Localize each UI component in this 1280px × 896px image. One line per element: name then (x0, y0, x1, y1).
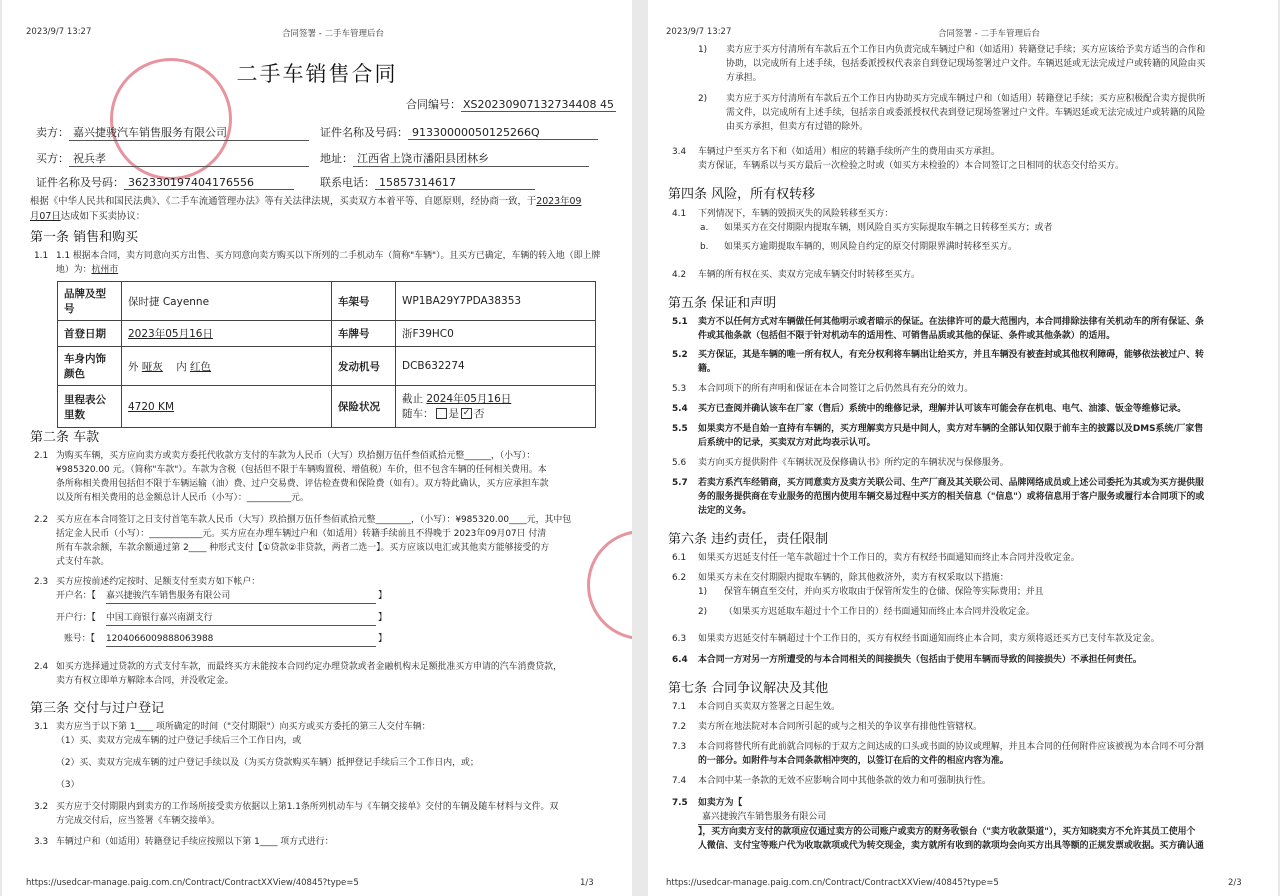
yes-checkbox[interactable] (436, 408, 447, 419)
table-row (58, 386, 596, 428)
item-line: 需文件，以完成所有上述手续，包括亲自或委派授权代表到登记现场签署过户文件。车辆迟延或无法完成过户或转籍的风险 (726, 108, 1206, 118)
clause-line: 】，买方向卖方支付的款项应仅通过卖方的公司账户或卖方的财务收银台（"卖方收款渠道"），买方知晓卖方不允许其员工使用个 (698, 827, 1196, 837)
intro-date-a: 2023年09 (536, 196, 582, 207)
clause-number: 5.2 (672, 350, 688, 360)
clause-line: 买方应按前述约定按时、足额支付至卖方如下帐户： (56, 577, 261, 587)
color-label: 车身内饰颜色 (58, 347, 122, 386)
clause-line: 式支付车款。 (56, 557, 110, 567)
clause-number: 7.2 (672, 722, 687, 732)
clause-line: 卖方所在地法院对本合同所引起的或与之相关的争议享有排他性管辖权。 (698, 722, 982, 732)
clause-number: 3.1 (34, 722, 49, 732)
seller-cert-label: 证件名称及号码： (320, 126, 408, 139)
clause-number: 2.1 (34, 451, 49, 461)
clause-body (56, 449, 604, 505)
clause-line: 人微信、支付宝等账户代为收取款项或代为转交现金，卖方就所有收到的款项均会向买方出具等额的正规发票或收据。买方确认通 (698, 841, 1204, 851)
footer-url: https://usedcar-manage.paig.com.cn/Contract/ContractXXView/40845?type=5 (666, 878, 999, 888)
seller-row (36, 124, 309, 141)
account-number-row (64, 632, 396, 646)
clause-body (56, 720, 604, 792)
clause-line: 买方应在本合同签订之日支付首笔车款人民币（大写）玖拾捌万伍仟叁佰贰拾元整________，（小写）：¥985320.00____元，其中包 (56, 515, 572, 525)
article-6-heading: 第六条 违约责任，责任限制 (668, 532, 829, 547)
clause-body (698, 422, 1258, 450)
clause-number: 7.5 (672, 798, 688, 808)
item-number: 2) (698, 94, 708, 104)
clause-line: 如果买方迟延支付任一笔车款超过十个工作日的，卖方有权经书面通知而终止本合同并没收定金。 (698, 553, 1080, 563)
brand-model-label: 品牌及型号 (58, 282, 122, 321)
seller-label: 卖方： (36, 126, 69, 139)
clause-number: 3.3 (34, 837, 49, 847)
clause-line: 若卖方系汽车经销商，买方同意卖方及卖方关联公司、生产厂商及其关联公司、品牌网络成员或上述公司委托为其或为买方提供服 (698, 478, 1204, 488)
footer-url: https://usedcar-manage.paig.com.cn/Contract/ContractXXView/40845?type=5 (26, 878, 359, 888)
plate-value: 浙F39HC0 (396, 321, 596, 347)
clause-line: 本合同自买卖双方签署之日起生效。 (698, 702, 840, 712)
clause-line: 本合同将替代所有此前就合同标的于双方之间达成的口头或书面的协议或理解，并且本合同的任何附件应该被视为本合同不可分割 (698, 742, 1204, 752)
interior-color: 红色 (190, 360, 212, 373)
print-header-title: 合同签署 - 二手车管理后台 (938, 29, 1040, 39)
clause-line: 车辆过户和（如适用）转籍登记手续应按照以下第 1____ 项方式进行： (56, 837, 334, 847)
with-car-label: 随车： (402, 407, 434, 420)
seller-company-name: 嘉兴捷骏汽车销售服务有限公司 (698, 810, 958, 825)
buyer-phone-row (320, 174, 535, 190)
color-cell (122, 347, 332, 386)
clause-body (698, 740, 1258, 768)
article-2-heading: 第二条 车款 (30, 430, 100, 445)
article-7-heading: 第七条 合同争议解决及其他 (668, 681, 829, 696)
phone-label: 联系电话： (320, 176, 375, 189)
clause-text: 1.1 根据本合同，卖方同意向买方出售、买方同意向卖方购买以下所列的二手机动车（简称"车辆"）。且买方已确定，车辆的转入地（即上牌地）为： (56, 251, 601, 275)
option-3: （3） (56, 780, 80, 790)
sub-item-line: 如果买方在交付期限内提取车辆，则风险自买方实际提取车辆之日转移至买方；或者 (724, 223, 1053, 233)
article-5-heading: 第五条 保证和声明 (668, 296, 777, 311)
buyer-name: 祝兵孝 (69, 150, 309, 167)
clause-line: 下列情况下，车辆的毁损灭失的风险转移至买方： (698, 209, 894, 219)
sub-item-number: 2) (698, 607, 708, 617)
contract-page-1 (2, 0, 632, 896)
item-body (726, 92, 1256, 134)
engine-no-label: 发动机号 (332, 347, 396, 386)
clause-number: 2.4 (34, 662, 49, 672)
seller-name: 嘉兴捷骏汽车销售服务有限公司 (69, 124, 309, 141)
clause-line: 买方应于交付期限内到卖方的工作场所接受卖方依据以上第1.1条所列机动车与《车辆交接单》交付的车辆及随车材料与文件。双 (56, 802, 559, 812)
clause-number: 5.1 (672, 317, 688, 327)
clause-line: 法定的义务。 (698, 506, 752, 516)
engine-no-value: DCB632274 (396, 347, 596, 386)
item-line: 协助，以完成所有上述手续，包括委派授权代表亲自到登记现场签署过户文件。车辆迟延或无法完成过户或转籍的风险由买 (726, 59, 1206, 69)
seller-cert-row (320, 124, 598, 140)
clause-line: 以及所有相关费用的总金额总计人民币（小写）：__________元。 (56, 493, 309, 503)
buyer-address-row (320, 150, 589, 167)
sub-item-line: （如果买方迟延取车超过十个工作日的）经书面通知而终止本合同并没收定金。 (724, 607, 1035, 617)
clause-line: 件或其他条款（包括但不限于针对机动车的适用性、可销售品质或其他的保证、条件或其他条款）的适用。 (698, 331, 1116, 341)
no-checkbox-checked[interactable]: ✓ (462, 408, 471, 418)
clause-number: 5.7 (672, 478, 688, 488)
clause-line: 买方已查阅并确认该车在厂家（售后）系统中的维修记录，理解并认可该车可能会存在机电、电气、油漆、钣金等维修记录。 (698, 404, 1187, 414)
seller-cert-number: 91330000050125266Q (408, 126, 598, 140)
clause-line: 条所称相关费用包括但不限于车辆运输（油）费、过户交易费、评估检查费和保险费（如有）。双方特此确认，买方应承担车款 (56, 479, 549, 489)
intro-text-b: 达成如下买卖协议： (60, 211, 146, 222)
clause-line: 买方保证，其是车辆的唯一所有权人，有充分权利将车辆出让给买方，并且车辆没有被查封或其他权利障碍，能够依法被过户、转 (698, 350, 1204, 360)
mileage-cell (122, 386, 332, 428)
intro-paragraph (30, 194, 604, 224)
buyer-label: 买方： (36, 152, 69, 165)
buyer-row (36, 150, 309, 167)
intro-date-b: 月07日 (30, 211, 61, 222)
clause-body (56, 800, 604, 828)
clause-line: 本合同项下的所有声明和保证在本合同签订之后仍然具有充分的效力。 (698, 384, 974, 394)
clause-line: 卖方有权立即单方解除本合同，并没收定金。 (56, 676, 234, 686)
mileage-value: 4720 KM (128, 400, 175, 413)
clause-line: 籍。 (698, 364, 716, 374)
first-registration-value: 2023年05月16日 (128, 328, 213, 340)
clause-number: 6.4 (672, 655, 688, 665)
clause-line: 如卖方为【 (698, 798, 743, 808)
clause-body (698, 348, 1258, 376)
clause-body (698, 796, 1258, 853)
clause-body (56, 660, 604, 688)
account-name-row (56, 589, 396, 603)
clause-number: 5.3 (672, 384, 687, 394)
clause-line: 如果卖方迟延交付车辆超过十个工作日的，买方有权经书面通知而终止本合同，卖方须将返还买方已支付车款及定金。 (698, 634, 1160, 644)
account-name-value: 嘉兴捷骏汽车销售服务有限公司 (106, 589, 376, 604)
sub-item-number: 1) (698, 587, 708, 597)
transfer-city: 杭州市 (91, 265, 119, 275)
clause-line: 卖方应当于以下第 1____ 项所确定的时间（"交付期限"）向买方或买方委托的第三人交付车辆： (56, 722, 431, 732)
item-line: 卖方应于买方付清所有车款后五个工作日内协助买方完成车辆过户和（如适用）转籍登记手续；买方应积极配合卖方提供所 (726, 94, 1206, 104)
clause-line: 车辆过户至买方名下和（如适用）相应的转籍手续所产生的费用由买方承担。 (698, 147, 1000, 157)
footer-page-number: 2/3 (1228, 878, 1242, 888)
clause-number: 7.1 (672, 702, 687, 712)
table-row (58, 347, 596, 386)
buyer-address: 江西省上饶市潘阳县团林乡 (353, 150, 589, 167)
clause-number: 6.3 (672, 634, 687, 644)
clause-number: 7.4 (672, 776, 687, 786)
clause-line: 如买方选择通过贷款的方式支付车款，而最终买方未能按本合同约定办理贷款或者金融机构未足额批准买方申请的汽车消费贷款， (56, 662, 562, 672)
interior-label: 内 (176, 360, 187, 373)
clause-line: 卖方保证，车辆系以与买方最后一次检验之时或（如买方未检验的）本合同签订之日相同的状态交付给买方。 (698, 161, 1124, 171)
article-1-heading: 第一条 销售和购买 (30, 230, 139, 245)
clause-body (56, 513, 604, 569)
buyer-cert-number: 362330197404176556 (124, 176, 294, 190)
plate-label: 车牌号 (332, 321, 396, 347)
clause-line: 如果卖方不是自始一直持有车辆的，买方理解卖方只是中间人，卖方对车辆的全部认知仅限于前车主的披露以及DMS系统/厂家售 (698, 424, 1204, 434)
bracket-close: 】 (378, 634, 387, 644)
vin-label: 车架号 (332, 282, 396, 321)
sub-item-line: 如果买方逾期提取车辆的，则风险自约定的原交付期限界满时转移至买方。 (724, 242, 1017, 252)
buyer-cert-row (36, 174, 294, 190)
print-header-title: 合同签署 - 二手车管理后台 (282, 29, 384, 39)
buyer-cert-label: 证件名称及号码： (36, 176, 124, 189)
clause-number: 6.2 (672, 573, 687, 583)
bracket-close: 】 (378, 613, 387, 623)
contract-number-value: XS20230907132734408 45 (463, 98, 614, 111)
mileage-label: 里程表公里数 (58, 386, 122, 428)
table-row (58, 282, 596, 321)
buyer-phone: 15857314617 (375, 176, 535, 190)
insurance-cell (396, 386, 596, 428)
clause-body (698, 476, 1258, 518)
clause-line: ¥985320.00 元。（简称"车款"）。车款为含税（包括但不限于车辆购置税、增值税）车价，但不包含车辆的任何相关费用。本 (56, 465, 547, 475)
print-datetime: 2023/9/7 13:27 (666, 27, 732, 37)
clause-number: 1.1 (34, 251, 49, 261)
article-4-heading: 第四条 风险，所有权转移 (668, 187, 816, 202)
yes-label: 是 (448, 407, 459, 420)
clause-number: 4.1 (672, 209, 687, 219)
print-datetime: 2023/9/7 13:27 (26, 27, 92, 37)
clause-line: 如果买方未在交付期限内提取车辆的，除其他救济外，卖方有权采取以下措施： (698, 573, 1009, 583)
clause-line: 括定金人民币（小写）：____________元。买方应在办理车辆过户和（如适用）转籍手续前且不得晚于 2023年09月07日 付清 (56, 529, 547, 539)
document-title: 二手车销售合同 (236, 62, 398, 86)
clause-number: 3.2 (34, 802, 49, 812)
sub-item-number: a. (700, 223, 709, 233)
account-number-value: 1204066009888063988 (106, 632, 376, 647)
clause-line: 方完成交付后，应当签署《车辆交接单》。 (56, 816, 221, 826)
clause-number: 2.3 (34, 577, 49, 587)
account-name-label: 开户名：【 (56, 591, 96, 601)
exterior-label: 外 (128, 360, 139, 373)
sub-item-line: 保管车辆直至交付，并向买方收取由于保管所发生的仓储、保险等实际费用；并且 (724, 587, 1044, 597)
clause-line: 后系统中的记录，买卖双方对此均表示认可。 (698, 438, 876, 448)
brand-model-value: 保时捷 Cayenne (122, 282, 332, 321)
contract-number (406, 96, 616, 112)
bank-value: 中国工商银行嘉兴南湖支行 (106, 611, 376, 626)
bracket-close: 】 (378, 591, 387, 601)
clause-line: 务的服务提供商在专业服务的范围内使用车辆交易过程中买方的相关信息（"信息"）或将信息用于客户服务或履行本合同项下的或 (698, 492, 1205, 502)
sub-item-number: b. (700, 242, 709, 252)
item-line: 卖方应于买方付清所有车款后五个工作日内负责完成车辆过户和（如适用）转籍登记手续；买方应该给予卖方适当的合作和 (726, 45, 1206, 55)
exterior-color: 哑灰 (141, 360, 163, 373)
clause-number: 4.2 (672, 270, 687, 280)
vin-value: WP1BA29Y7PDA38353 (396, 282, 596, 321)
clause-body (698, 145, 1258, 173)
clause-number: 5.4 (672, 404, 688, 414)
option-2: （2）买、卖双方完成车辆的过户登记手续以及（为买方贷款购买车辆）抵押登记手续后三个工作日内，或； (56, 758, 479, 768)
account-number-label: 账号：【 (64, 634, 96, 644)
contract-page-2 (648, 0, 1278, 896)
item-body (726, 43, 1256, 85)
clause-number: 6.1 (672, 553, 687, 563)
clause-line: 所有车款余额，车款余额通过第 2____ 种形式支付【①贷款②非贷款，两者二选一】。买方应该以电汇或其他卖方能够接受的方 (56, 543, 550, 553)
clause-line: 为购买车辆，买方应向卖方或卖方委托代收款方支付的车款为人民币（大写）玖拾捌万伍仟叁佰贰拾元整______，（小写）： (56, 451, 536, 461)
no-label: 否 (474, 407, 485, 420)
first-registration-label: 首登日期 (58, 321, 122, 347)
clause-line: 本合同一方对另一方所遭受的与本合同相关的间接损失（包括由于使用车辆而导致的间接损失）不承担任何责任。 (698, 655, 1142, 665)
clause-line: 卖方不以任何方式对车辆做任何其他明示或者暗示的保证。在法律许可的最大范围内，本合同排除法律有关机动车的所有保证、条 (698, 317, 1204, 327)
clause-line: 本合同中某一条款的无效不应影响合同中其他条款的效力和可强制执行性。 (698, 776, 991, 786)
contract-number-label: 合同编号： (406, 98, 461, 111)
clause-number: 3.4 (672, 147, 687, 157)
table-row (58, 321, 596, 347)
clause-number: 5.5 (672, 424, 688, 434)
option-1: （1）买、卖双方完成车辆的过户登记手续后三个工作日内，或 (56, 736, 302, 746)
clause-line: 卖方向买方提供附件《车辆状况及保修确认书》所约定的车辆状况与保修服务。 (698, 458, 1009, 468)
vehicle-info-table (57, 281, 596, 428)
footer-page-number: 1/3 (580, 878, 594, 888)
item-line: 由买方承担，但卖方有过错的除外。 (726, 122, 868, 132)
first-registration-cell (122, 321, 332, 347)
clause-number: 7.3 (672, 742, 687, 752)
clause-number: 5.6 (672, 458, 687, 468)
clause-line: 的一部分。如附件与本合同条款相冲突的，以签订在后的文件的相应内容为准。 (698, 756, 1009, 766)
intro-text-a: 根据《中华人民共和国民法典》、《二手车流通管理办法》等有关法律法规，买卖双方本着平等、自愿原则，经协商一致，于 (30, 196, 537, 207)
bank-row (56, 611, 396, 625)
item-number: 1) (698, 45, 708, 55)
bank-label: 开户行：【 (56, 613, 96, 623)
item-line: 方承担。 (726, 73, 762, 83)
clause-line: 车辆的所有权在买、卖双方完成车辆交付时转移至买方。 (698, 270, 920, 280)
clause-number: 2.2 (34, 515, 49, 525)
address-label: 地址： (320, 152, 353, 165)
insurance-until-label: 截止 (402, 392, 423, 405)
insurance-until-date: 2024年05月16日 (426, 392, 512, 405)
insurance-label: 保险状况 (332, 386, 396, 428)
clause-body (698, 315, 1258, 343)
article-3-heading: 第三条 交付与过户登记 (30, 701, 165, 716)
